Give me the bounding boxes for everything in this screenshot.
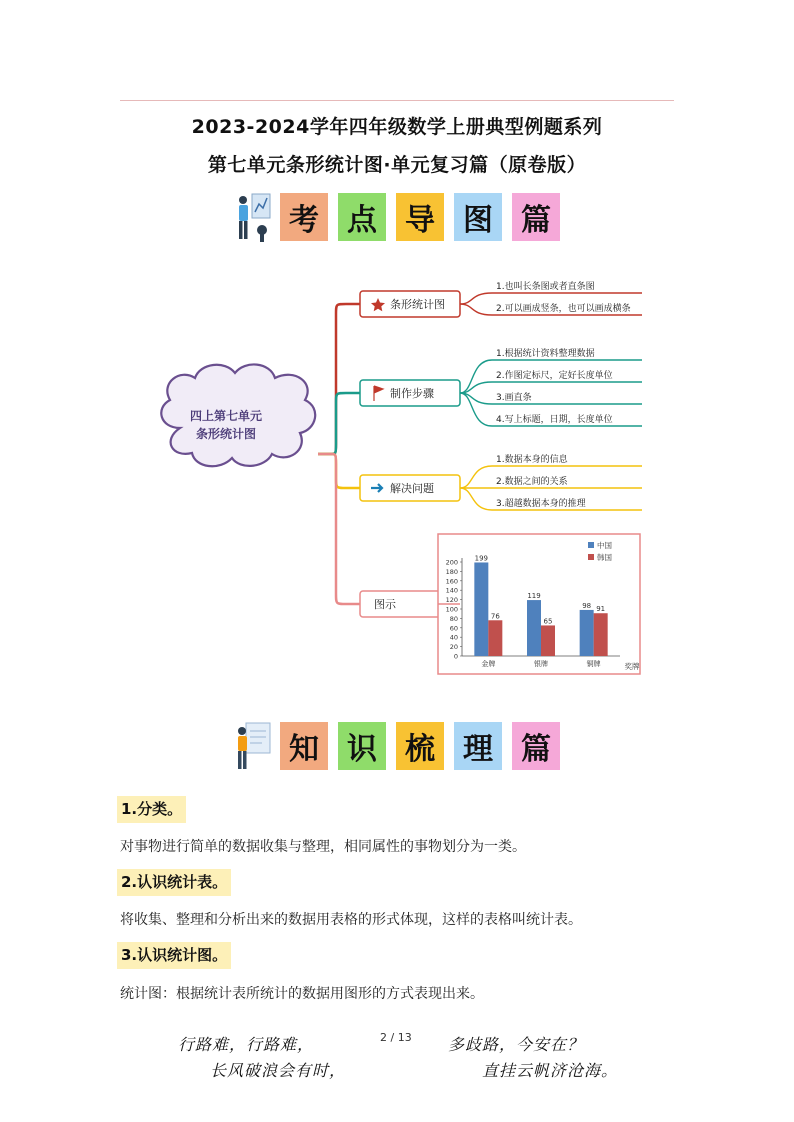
bar-china <box>580 610 594 656</box>
leaf-item: 4.写上标题，日期，长度单位 <box>496 415 613 425</box>
y-tick-label: 160 <box>445 577 458 586</box>
y-tick-label: 0 <box>453 652 458 661</box>
leaf-connector <box>460 382 642 393</box>
leaf-item: 1.也叫长条图或者直条图 <box>496 282 595 292</box>
bar-value-label: 65 <box>543 617 553 626</box>
branch-label: 条形统计图 <box>390 298 445 311</box>
banner-char: 图 <box>454 193 502 241</box>
banner-knowledge <box>232 719 570 773</box>
section-heading: 2.认识统计表。 <box>117 869 231 896</box>
branch-connector <box>318 454 360 488</box>
branch-connector <box>318 454 360 604</box>
legend-swatch <box>588 542 594 548</box>
leaf-connector <box>460 393 642 404</box>
x-tick-label: 铜牌 <box>586 660 601 668</box>
doc-title: 2023-2024学年四年级数学上册典型例题系列 <box>191 116 603 138</box>
leaf-item: 3.超越数据本身的推理 <box>496 499 586 509</box>
section-heading: 1.分类。 <box>117 796 186 823</box>
bar-value-label: 119 <box>527 592 541 601</box>
leaf-connector <box>460 293 642 304</box>
center-topic-line: 条形统计图 <box>195 427 257 441</box>
branch-label: 制作步骤 <box>390 387 434 400</box>
page-number: 2 / 13 <box>380 1031 412 1044</box>
center-topic-line: 四上第七单元 <box>189 409 263 423</box>
bar-korea <box>541 625 555 656</box>
section-text: 统计图：根据统计表所统计的数据用图形的方式表现出来。 <box>120 986 484 1002</box>
section-heading: 3.认识统计图。 <box>117 942 231 969</box>
header-rule <box>120 100 674 101</box>
banner-char: 点 <box>338 193 386 241</box>
bar-china <box>474 562 488 656</box>
poem-line: 直挂云帆济沧海。 <box>482 1061 619 1080</box>
presenter-icon <box>232 190 272 244</box>
y-tick-label: 40 <box>449 633 458 642</box>
leaf-item: 1.数据本身的信息 <box>496 455 568 465</box>
bar-korea <box>594 613 608 656</box>
section-text: 将收集、整理和分析出来的数据用表格的形式体现，这样的表格叫统计表。 <box>120 912 582 928</box>
leaf-item: 2.可以画成竖条，也可以画成横条 <box>496 304 631 314</box>
y-tick-label: 60 <box>449 624 458 633</box>
banner-char: 篇 <box>512 722 560 770</box>
section-text: 对事物进行简单的数据收集与整理，相同属性的事物划分为一类。 <box>120 839 526 855</box>
mind-map <box>140 268 660 688</box>
bar-value-label: 91 <box>596 605 606 614</box>
branch-connector <box>318 393 360 454</box>
x-tick-label: 银牌 <box>534 660 548 668</box>
banner-char: 篇 <box>512 193 560 241</box>
y-tick-label: 140 <box>445 586 458 595</box>
banner-char: 知 <box>280 722 328 770</box>
poem-line: 行路难，行路难， <box>178 1035 315 1054</box>
bar-value-label: 98 <box>582 601 592 610</box>
banner-char: 识 <box>338 722 386 770</box>
poem-line: 长风破浪会有时， <box>210 1061 347 1080</box>
leaf-item: 3.画直条 <box>496 393 532 403</box>
y-tick-label: 120 <box>445 596 458 605</box>
y-tick-label: 180 <box>445 567 458 576</box>
x-tick-label: 金牌 <box>481 660 496 668</box>
branch-connector <box>318 304 360 454</box>
leaf-item: 2.作图定标尺，定好长度单位 <box>496 371 613 381</box>
bar-value-label: 76 <box>490 612 500 621</box>
bar-value-label: 199 <box>474 554 489 563</box>
y-tick-label: 200 <box>445 558 458 567</box>
legend-swatch <box>588 554 594 560</box>
teacher-icon <box>232 719 272 773</box>
bar-korea <box>488 620 502 656</box>
branch-label: 图示 <box>374 598 396 611</box>
leaf-item: 1.根据统计资料整理数据 <box>496 349 595 359</box>
y-tick-label: 20 <box>449 643 458 652</box>
doc-subtitle: 第七单元条形统计图·单元复习篇（原卷版） <box>207 154 587 176</box>
y-tick-label: 100 <box>445 605 458 614</box>
legend-label: 韩国 <box>597 553 612 562</box>
legend-label: 中国 <box>597 541 612 550</box>
banner-char: 导 <box>396 193 444 241</box>
bar-china <box>527 600 541 656</box>
banner-char: 理 <box>454 722 502 770</box>
banner-char: 考 <box>280 193 328 241</box>
leaf-item: 2.数据之间的关系 <box>496 477 568 487</box>
banner-char: 梳 <box>396 722 444 770</box>
x-axis-label: 奖牌 <box>624 662 640 671</box>
branch-label: 解决问题 <box>390 482 434 495</box>
banner-mindmap <box>232 190 570 244</box>
poem-line: 多歧路，今安在？ <box>448 1035 585 1054</box>
y-tick-label: 80 <box>449 614 458 623</box>
